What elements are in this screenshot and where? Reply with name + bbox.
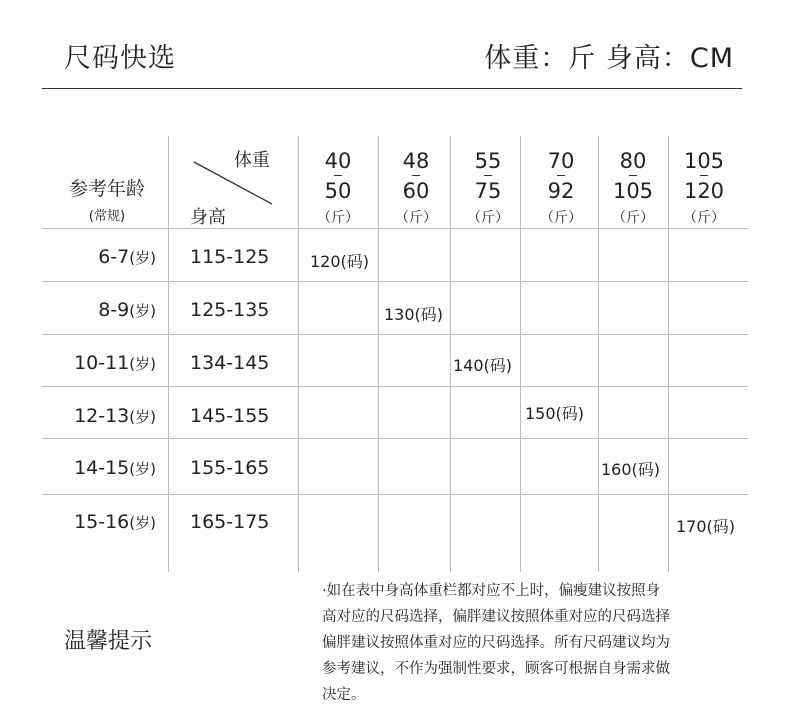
table-row-height: 165-175 (190, 511, 270, 533)
weight-column-header (525, 146, 597, 228)
age-range: 12-13 (74, 405, 130, 427)
range-dash (484, 175, 492, 176)
age-unit: (岁) (129, 408, 156, 426)
recommended-size: 160(码) (601, 460, 661, 479)
table-row-height: 145-155 (190, 405, 270, 427)
row-divider (42, 228, 748, 229)
table-row-age (52, 352, 162, 374)
table-row-height: 115-125 (190, 246, 270, 268)
weight-low: 70 (547, 149, 575, 173)
header-divider (42, 88, 742, 89)
page-title: 尺码快选 (64, 43, 176, 74)
weight-high: 50 (324, 179, 352, 203)
column-divider (298, 136, 299, 572)
weight-unit: （斤） (317, 210, 359, 226)
age-column-header (52, 174, 162, 224)
corner-weight-label: 体重 (234, 150, 270, 171)
weight-column-header (380, 146, 452, 228)
age-range: 10-11 (74, 352, 130, 374)
age-range: 8-9 (98, 299, 130, 321)
units-note: 体重：斤 身高：CM (484, 43, 734, 74)
weight-column-header (597, 146, 669, 228)
age-unit: (岁) (129, 460, 156, 478)
weight-high: 105 (612, 179, 654, 203)
table-row-age (52, 457, 162, 479)
tips-line: ·如在表中身高体重栏都对应不上时，偏瘦建议按照身 (322, 583, 661, 599)
tips-title: 温馨提示 (64, 629, 153, 654)
column-divider (378, 136, 379, 572)
row-divider (42, 438, 748, 439)
range-dash (629, 175, 637, 176)
weight-low: 105 (683, 149, 725, 173)
row-divider (42, 386, 748, 387)
column-divider (168, 136, 169, 572)
age-unit: (岁) (129, 355, 156, 373)
tips-body (322, 578, 742, 708)
age-header-sublabel: (常规) (88, 209, 126, 224)
weight-high: 92 (547, 179, 575, 203)
table-row-height: 134-145 (190, 352, 270, 374)
weight-unit: （斤） (540, 210, 582, 226)
table-row-height: 125-135 (190, 299, 270, 321)
corner-diagonal (192, 160, 276, 208)
table-row-height: 155-165 (190, 457, 270, 479)
weight-unit: （斤） (467, 210, 509, 226)
table-row-age (52, 299, 162, 321)
weight-high: 60 (402, 179, 430, 203)
table-row-age (52, 246, 162, 268)
weight-high: 75 (474, 179, 502, 203)
row-divider (42, 334, 748, 335)
tips-line: 高对应的尺码选择，偏胖建议按照体重对应的尺码选择 (322, 609, 670, 625)
recommended-size: 120(码) (310, 252, 370, 271)
tips-line: 偏胖建议按照体重对应的尺码选择。所有尺码建议均为 (322, 635, 670, 651)
age-unit: (岁) (129, 249, 156, 267)
weight-column-header (302, 146, 374, 228)
weight-unit: （斤） (683, 210, 725, 226)
weight-low: 80 (619, 149, 647, 173)
tips-line: 参考建议，不作为强制性要求，顾客可根据自身需求做 (322, 661, 670, 677)
age-range: 6-7 (98, 246, 130, 268)
weight-high: 120 (683, 179, 725, 203)
age-header-label: 参考年龄 (68, 178, 145, 200)
recommended-size: 140(码) (453, 356, 513, 375)
weight-low: 40 (324, 149, 352, 173)
range-dash (700, 175, 708, 176)
tips-line: 决定。 (322, 687, 366, 703)
age-range: 14-15 (74, 457, 130, 479)
range-dash (334, 175, 342, 176)
recommended-size: 150(码) (525, 404, 585, 423)
corner-height-label: 身高 (190, 207, 226, 228)
weight-low: 55 (474, 149, 502, 173)
recommended-size: 170(码) (676, 517, 736, 536)
table-row-age (52, 405, 162, 427)
range-dash (412, 175, 420, 176)
weight-unit: （斤） (395, 210, 437, 226)
age-unit: (岁) (129, 514, 156, 532)
weight-column-header (452, 146, 524, 228)
age-range: 15-16 (74, 511, 130, 533)
age-unit: (岁) (129, 302, 156, 320)
row-divider (42, 281, 748, 282)
table-row-age (52, 511, 162, 533)
weight-low: 48 (402, 149, 430, 173)
recommended-size: 130(码) (384, 305, 444, 324)
weight-unit: （斤） (612, 210, 654, 226)
weight-column-header (668, 146, 740, 228)
range-dash (557, 175, 565, 176)
row-divider (42, 494, 748, 495)
